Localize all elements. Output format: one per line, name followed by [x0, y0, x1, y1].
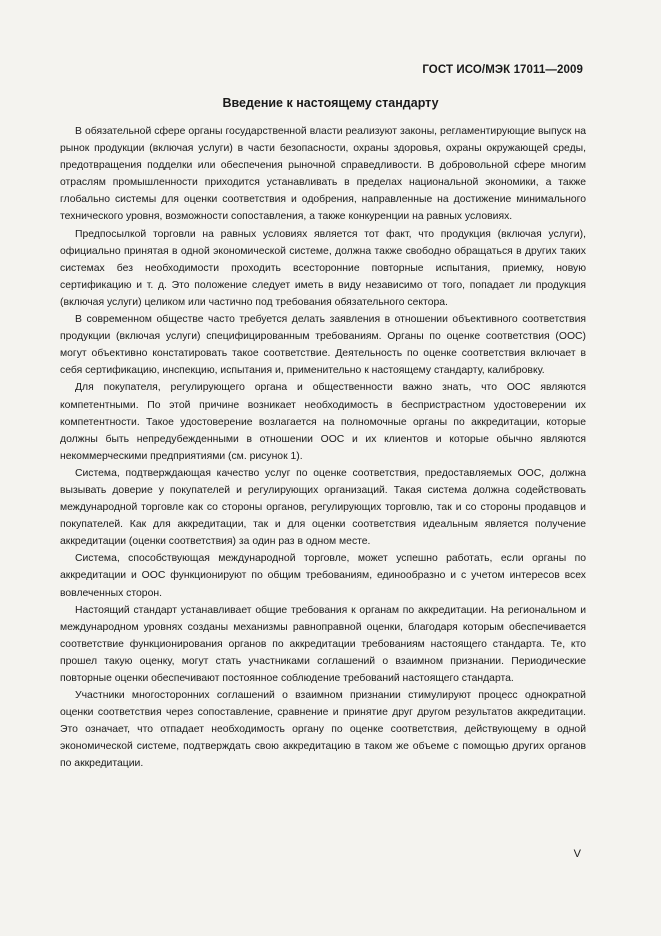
paragraph: Предпосылкой торговли на равных условиях является тот факт, что продукция (включая услуги), официально принятая в одной экономической системе, должна также свободно обращаться в других таких системах без необходимости проходить всесторонние повторные испытания, приемку, новую сертификацию и т. д. Это положение следует иметь в виду независимо от того, попадает ли продукция (включая услуги) целиком или частично под требования обязательного сектора. — [60, 228, 586, 308]
document-body — [60, 123, 586, 773]
section-title: Введение к настоящему стандарту — [222, 96, 439, 110]
paragraph: Участники многосторонних соглашений о взаимном признании стимулируют процесс однократной оценки соответствия через сопоставление, сравнение и принятие друг другом результатов аккредитации. Это означает, что отпадает необходимость органу по оценке соответствия, действующему в одной экономической системе, подтверждать свою аккредитацию в таком же объеме с помощью других органов по аккредитации. — [60, 690, 586, 770]
document-code: ГОСТ ИСО/МЭК 17011—2009 — [422, 64, 583, 76]
paragraph: Для покупателя, регулирующего органа и общественности важно знать, что ООС являются компетентными. По этой причине возникает необходимость в беспристрастном удостоверении их компетентности. Такое удостоверение возлагается на полномочные органы по аккредитации, которые должны быть непредубежденными в отношении ООС и их клиентов и которые обычно являются некоммерческими предприятиями (см. рисунок 1). — [60, 382, 586, 462]
paragraph: Система, способствующая международной торговле, может успешно работать, если органы по аккредитации и ООС функционируют по общим требованиям, единообразно и с учетом интересов всех вовлеченных сторон. — [60, 553, 586, 599]
paragraph: Система, подтверждающая качество услуг по оценке соответствия, предоставляемых ООС, должна вызывать доверие у покупателей и регулирующих организаций. Такая система должна содействовать международной торговле как со стороны органов, регулирующих торговлю, так и со стороны продавцов и покупателей. Как для аккредитации, так и для оценки соответствия идеальным является получение аккредитации (оценки соответствия) за один раз в одном месте. — [60, 467, 586, 548]
paragraph: В современном обществе часто требуется делать заявления в отношении объективного соответствия продукции (включая услуги) специфицированным требованиям. Органы по оценке соответствия (ООС) могут объективно констатировать такое соответствие. Деятельность по оценке соответствия включает в себя сертификацию, инспекцию, испытания и, применительно к настоящему стандарту, калибровку. — [60, 314, 586, 377]
page-number: V — [573, 848, 581, 860]
paragraph: Настоящий стандарт устанавливает общие требования к органам по аккредитации. На региональном и международном уровнях созданы механизмы равноправной оценки, благодаря которым обеспечивается соответствие функционирования органов по аккредитации требованиям настоящего стандарта. Те, кто прошел такую оценку, могут стать участниками соглашений о взаимном признании. Периодические повторные оценки обеспечивают постоянное соблюдение требований настоящего стандарта. — [60, 604, 586, 684]
paragraph: В обязательной сфере органы государственной власти реализуют законы, регламентирующие выпуск на рынок продукции (включая услуги) в части безопасности, охраны здоровья, охраны окружающей среды, предотвращения подделки или обеспечения рыночной справедливости. В добровольной сфере многим отраслям промышленности приходится устанавливать в пределах национальной экономики, а также глобально системы для оценки соответствия и одобрения, направленные на достижение минимального технического уровня, возможности сопоставления, а также конкуренции на равных условиях. — [60, 126, 586, 223]
